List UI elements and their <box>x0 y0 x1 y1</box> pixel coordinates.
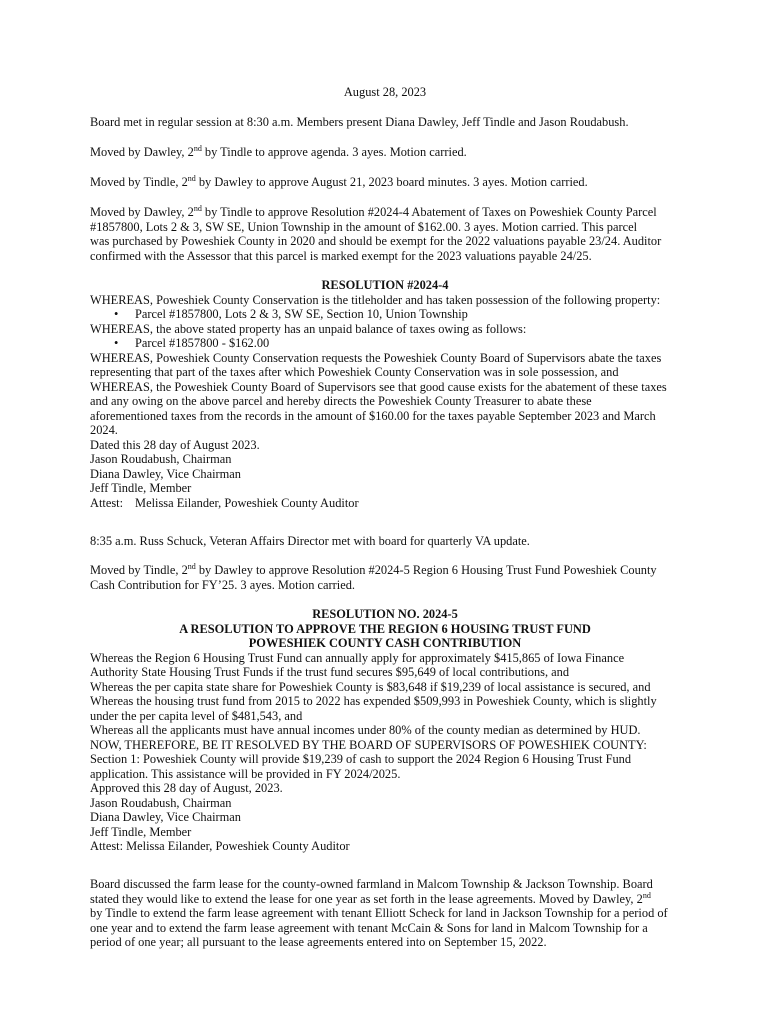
bullet-icon: • <box>114 307 119 321</box>
va-update: 8:35 a.m. Russ Schuck, Veteran Affairs Director met with board for quarterly VA update. <box>90 534 530 548</box>
agenda-motion: Moved by Dawley, 2nd by Tindle to approve agenda. 3 ayes. Motion carried. <box>90 144 467 159</box>
attest-line: Attest: Melissa Eilander, Poweshiek County Auditor <box>90 495 359 510</box>
meeting-date: August 28, 2023 <box>343 85 427 99</box>
bullet-icon: • <box>114 336 119 350</box>
resolution-4-heading: RESOLUTION #2024-4 <box>321 278 449 292</box>
minutes-motion: Moved by Tindle, 2nd by Dawley to approve August 21, 2023 board minutes. 3 ayes. Motion carried. <box>90 174 588 189</box>
attest-line: Attest: Melissa Eilander, Poweshiek County Auditor <box>90 839 350 853</box>
session-paragraph: Board met in regular session at 8:30 a.m. Members present Diana Dawley, Jeff Tindle and Jason Roudabush. <box>90 115 629 129</box>
minutes-page: August 28, 2023 Board met in regular session at 8:30 a.m. Members present Diana Dawley, Jeff Tindle and Jason Roudabush. Moved by Dawley, 2nd by Tindle to approve agenda. 3 ayes. Motion carried. Moved by Tindle, 2nd by Dawley to approve August 21, 2023 board minutes. 3 ayes. Motion carried. Moved by Dawley, 2nd by Tindle to approve Resolution #2024-4 Abatement of Taxes on Poweshiek County Parcel #1857800, Lots 2 & 3, SW SE, Union Township in the amount of $162.00. 3 ayes. Motion carried. This parcel was purchased by Poweshiek County in 2020 and should be exempt for the 2022 valuations payable 23/24. Auditor confirmed with the Assessor that this parcel is marked exempt for the 2023 valuations payable 24/25. RESOLUTION #2024-4 WHEREAS, Poweshiek County Conservation is the titleholder and has taken possession of the following property: • Parcel #1857800, Lots 2 & 3, SW SE, Section 10, Union Township WHEREAS, the above stated property has an unpaid balance of taxes owing as follows: • Parcel #1857800 - $162.00 WHEREAS, Poweshiek County Conservation requests the Poweshiek County Board of Supervisors abate the taxes representing that part of the taxes after which Poweshiek County Conservation was in sole possession, and WHEREAS, the Poweshiek County Board of Supervisors see that good cause exists for the abatement of these taxes and any owing on the above parcel and hereby directs the Poweshiek County Treasurer to abate these aforementioned taxes from the records in the amount of $160.00 for the taxes payable September 2023 and March 2024. Dated this 28 day of August 2023. Jason Roudabush, Chairman Diana Dawley, Vice Chairman Jeff Tindle, Member Attest: Melissa Eilander, Poweshiek County Auditor 8:35 a.m. Russ Schuck, Veteran Affairs Director met with board for quarterly VA update. Moved by Tindle, 2nd by Dawley to approve Resolution #2024-5 Region 6 Housing Trust Fund Poweshiek County Cash Contribution for FY’25. 3 ayes. Motion carried. RESOLUTION NO. 2024-5 A RESOLUTION TO APPROVE THE REGION 6 HOUSING TRUST FUND POWESHIEK COUNTY CASH CONTRIBUTION Whereas the Region 6 Housing Trust Fund can annually apply for approximately $415,865 of Iowa Finance Authority State Housing Trust Funds if the trust fund secures $95,649 of local contributions, and Whereas the per capita state share for Poweshiek County is $83,648 if $19,239 of local assistance is secured, and Whereas the housing trust fund from 2015 to 2022 has expended $509,993 in Poweshiek County, which is slightly under the per capita level of $481,543, and Whereas all the applicants must have annual incomes under 80% of the county median as determined by HUD. NOW, THEREFORE, BE IT RESOLVED BY THE BOARD OF SUPERVISORS OF POWESHIEK COUNTY: Section 1: Poweshiek County will provide $19,239 of cash to support the 2024 Region 6 Housing Trust Fund application. This assistance will be provided in FY 2024/2025. Approved this 28 day of August, 2023. Jason Roudabush, Chairman Diana Dawley, Vice Chairman Jeff Tindle, Member Attest: Melissa Eilander, Poweshiek County Auditor Board discussed the farm lease for the county-owned farmland in Malcom Township & Jackson Township. Board stated they would like to extend the lease for one year as set forth in the lease agreements. Moved by Dawley, 2nd by Tindle to extend the farm lease agreement with tenant Elliott Scheck for land in Jackson Township for a period of one year and to extend the farm lease agreement with tenant McCain & Sons for land in Malcom Township for a period of one year; all pursuant to the lease agreements entered into on September 15, 2022. <box>0 0 770 1024</box>
resolution-5-heading: RESOLUTION NO. 2024-5 <box>312 607 458 621</box>
